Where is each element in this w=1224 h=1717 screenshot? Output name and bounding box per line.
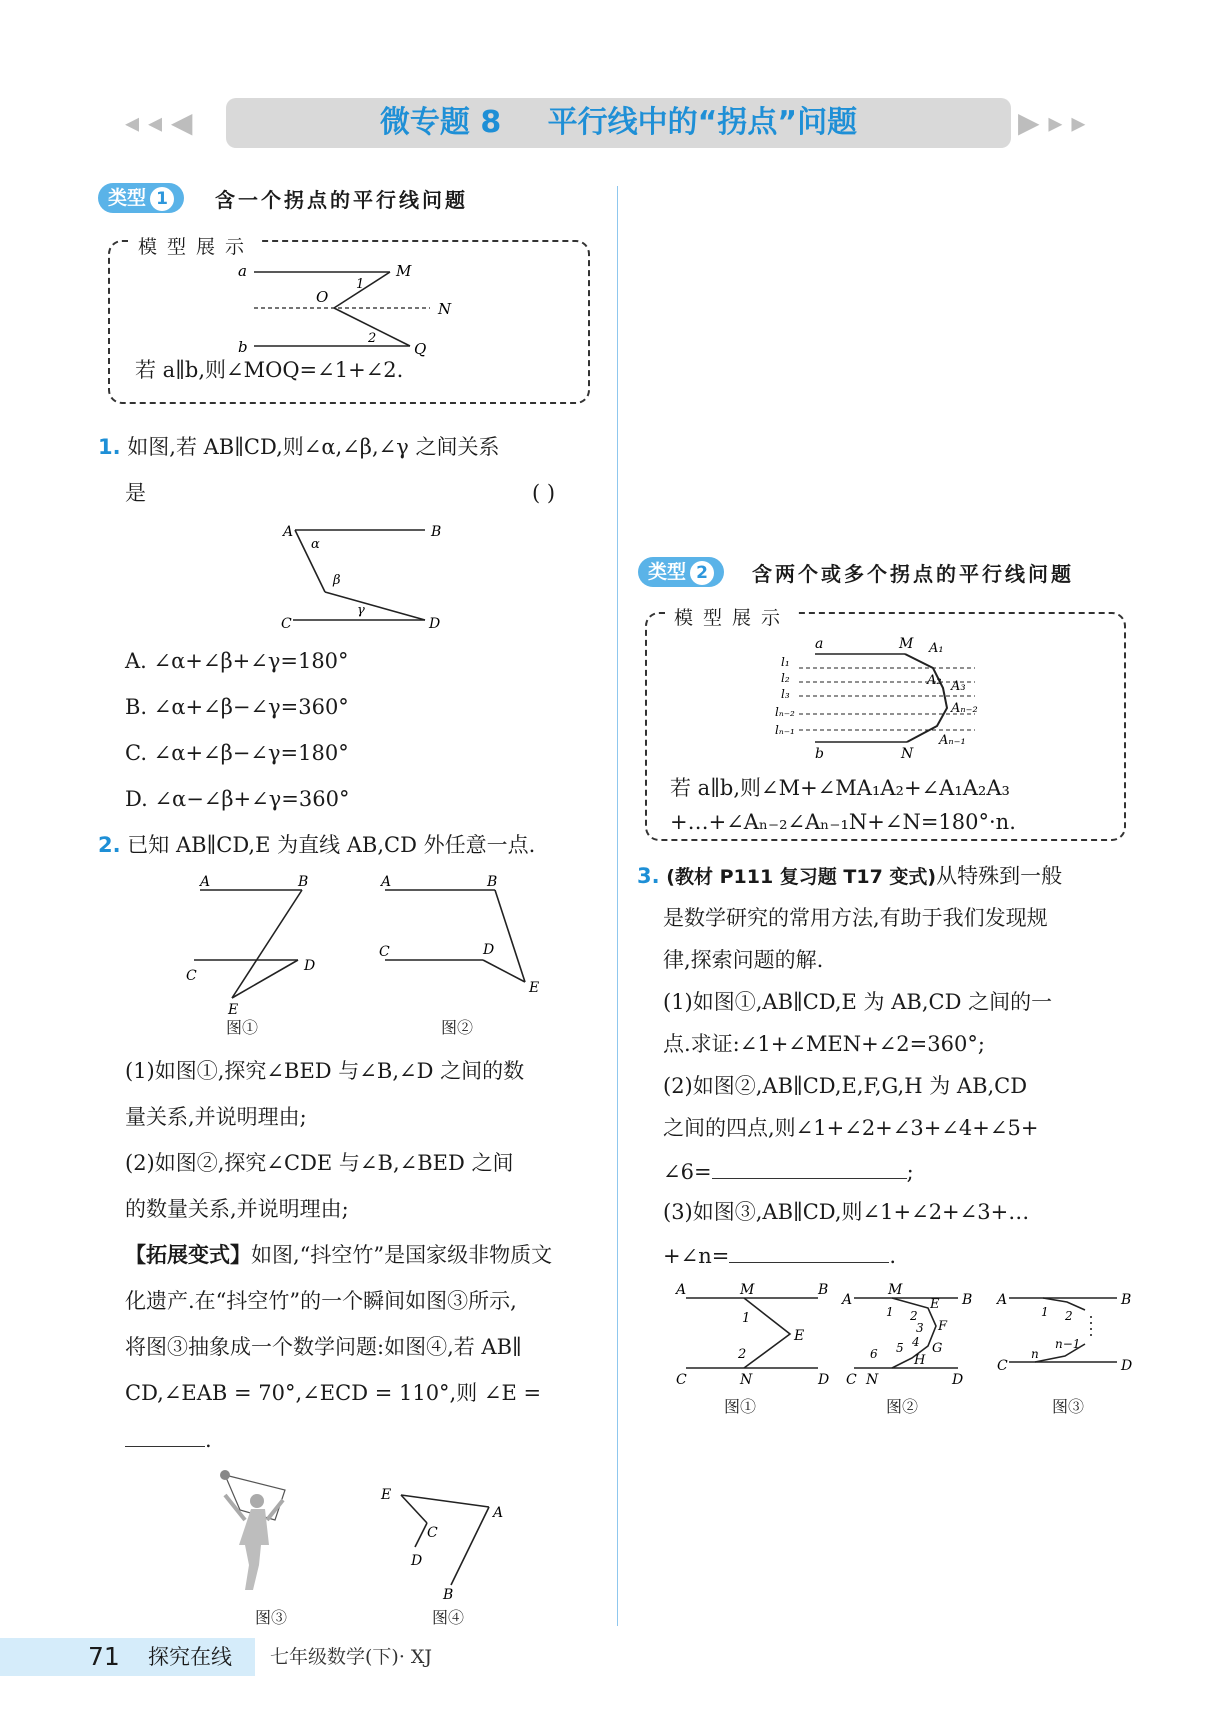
q3-part3-line2-text: +∠n= — [663, 1244, 730, 1268]
q2-ext-tag: 【拓展变式】 — [125, 1243, 251, 1267]
t2-label-A1: A₁ — [929, 641, 944, 656]
footer-section: 探究在线 — [148, 1645, 232, 1669]
q3f2-label-M: M — [888, 1282, 903, 1298]
q3f1-label-C: C — [676, 1372, 687, 1388]
q3f2-label-3: 3 — [916, 1321, 924, 1335]
q3f3-label-2: 2 — [1065, 1309, 1073, 1323]
q3-part2-line3-text: ∠6= — [663, 1160, 712, 1184]
q3f1-label-B: B — [818, 1282, 829, 1298]
q3-part2-line3 — [663, 1150, 914, 1192]
q2-ext-line3: 将图③抽象成一个数学问题:如图④,若 AB∥ — [125, 1335, 522, 1359]
q3-part1-line1: (1)如图①,AB∥CD,E 为 AB,CD 之间的一 — [663, 990, 1053, 1014]
t2-label-An1: Aₙ₋₁ — [939, 733, 966, 748]
t2-label-b: b — [815, 746, 824, 762]
q2-part2-line1: (2)如图②,探究∠CDE 与∠B,∠BED 之间 — [125, 1151, 514, 1175]
q2-number: 2. — [98, 833, 121, 857]
label-Q: Q — [414, 340, 427, 358]
q3f2-label-A: A — [842, 1292, 853, 1308]
q2-figure4 — [375, 1485, 515, 1600]
footer-book-title: 七年级数学(下)· XJ — [270, 1646, 433, 1668]
type1-model-label: 模型展示 — [132, 232, 260, 259]
q1-stem-line2: 是 — [125, 481, 146, 505]
q1-option-c[interactable]: C. ∠α+∠β−∠γ=180° — [125, 741, 349, 765]
q2-ext-line5 — [125, 1416, 212, 1463]
q3f3-label-D: D — [1121, 1358, 1133, 1374]
q1-label-C: C — [281, 616, 292, 630]
q2f2-label-D: D — [483, 942, 495, 958]
q1-stem-text: 如图,若 AB∥CD,则∠α,∠β,∠γ 之间关系 — [127, 435, 500, 459]
q1-label-beta: β — [333, 573, 341, 588]
q3f1-label-2: 2 — [738, 1347, 747, 1362]
q2f4-label-D: D — [411, 1553, 423, 1569]
q3-figure2 — [840, 1280, 980, 1390]
t2-label-l2: l₂ — [781, 671, 790, 685]
q3-part3-answer-blank[interactable] — [729, 1234, 889, 1263]
q2f2-label-A: A — [381, 874, 392, 890]
q2-stem — [98, 822, 535, 868]
q2-stem-text: 已知 AB∥CD,E 为直线 AB,CD 外任意一点. — [127, 833, 536, 857]
q2-ext-line1 — [125, 1232, 552, 1278]
q3f2-label-6: 6 — [870, 1347, 878, 1361]
q2f4-label-A: A — [493, 1505, 504, 1521]
q2-part1-line1: (1)如图①,探究∠BED 与∠B,∠D 之间的数 — [125, 1059, 525, 1083]
label-O: O — [316, 288, 329, 306]
q3-stem-line1-text: 从特殊到一般 — [936, 864, 1063, 888]
q3-part3-line1: (3)如图③,AB∥CD,则∠1+∠2+∠3+… — [663, 1200, 1030, 1224]
q3f3-label-B: B — [1121, 1292, 1132, 1308]
page-number: 71 — [88, 1642, 120, 1671]
q3f2-label-E: E — [930, 1297, 940, 1312]
q3-fig3-caption: 图③ — [1052, 1397, 1085, 1416]
q3-fig1-caption: 图① — [724, 1397, 757, 1416]
q3-stem-line1 — [637, 856, 1062, 897]
type1-model-figure — [220, 258, 480, 358]
type2-badge-number: 2 — [690, 561, 714, 585]
type2-badge — [638, 557, 724, 587]
t2-label-A3: A₃ — [951, 679, 966, 694]
q3-part1-line2: 点.求证:∠1+∠MEN+∠2=360°; — [663, 1032, 985, 1056]
q3-part2-line2: 之间的四点,则∠1+∠2+∠3+∠4+∠5+ — [663, 1116, 1039, 1140]
t2-label-N: N — [901, 746, 914, 762]
q3f1-label-A: A — [676, 1282, 687, 1298]
q1-stem-line1 — [98, 424, 499, 470]
q2-fig2-caption: 图② — [441, 1018, 474, 1037]
q2-fig3-caption: 图③ — [255, 1608, 288, 1627]
column-divider — [617, 186, 618, 1626]
type2-model-figure — [775, 630, 1005, 765]
q3f3-label-1: 1 — [1041, 1305, 1049, 1319]
q1-option-d[interactable]: D. ∠α−∠β+∠γ=360° — [125, 787, 350, 811]
q3f2-label-G: G — [932, 1341, 943, 1356]
right-arrows-icon: ▶ ▸ ▸ — [1018, 106, 1086, 139]
label-a: a — [238, 262, 247, 280]
q2-part1-line2: 量关系,并说明理由; — [125, 1105, 307, 1129]
q3f2-label-N: N — [866, 1372, 879, 1388]
q2-fig4-caption: 图④ — [432, 1608, 465, 1627]
q3-figure1 — [668, 1280, 838, 1390]
q2-figure1 — [180, 872, 330, 1022]
q2f4-label-B: B — [443, 1587, 454, 1600]
q1-label-B: B — [431, 524, 442, 540]
q3f2-label-H: H — [914, 1353, 926, 1368]
q3f3-label-n1: n−1 — [1055, 1337, 1081, 1351]
label-angle1: 1 — [356, 277, 365, 292]
q3f2-label-D: D — [952, 1372, 964, 1388]
q3-part2-semicolon: ; — [906, 1160, 914, 1184]
q2-fig1-caption: 图① — [226, 1018, 259, 1037]
q3f1-label-E: E — [794, 1328, 805, 1344]
q1-option-a[interactable]: A. ∠α+∠β+∠γ=180° — [125, 649, 349, 673]
q3f2-label-2: 2 — [910, 1309, 918, 1323]
q3f3-label-A: A — [997, 1292, 1008, 1308]
type2-caption-line1: 若 a∥b,则∠M+∠MA₁A₂+∠A₁A₂A₃ — [670, 776, 1010, 800]
q3f2-label-4: 4 — [912, 1335, 920, 1349]
type2-caption-line2: +…+∠Aₙ₋₂∠Aₙ₋₁N+∠N=180°·n. — [670, 810, 1016, 834]
q2-part2-line2: 的数量关系,并说明理由; — [125, 1197, 349, 1221]
type1-badge-number: 1 — [150, 187, 174, 211]
q3f3-label-n: n — [1031, 1347, 1039, 1361]
t2-label-M: M — [899, 636, 914, 652]
q2-ext-line4: CD,∠EAB = 70°,∠ECD = 110°,则 ∠E = — [125, 1381, 542, 1405]
left-arrows-icon: ◂ ◂ ◀ — [125, 106, 193, 139]
t2-label-l3: l₃ — [781, 687, 790, 701]
type1-model-caption: 若 a∥b,则∠MOQ=∠1+∠2. — [135, 358, 404, 382]
q3f1-label-1: 1 — [742, 1311, 751, 1326]
q3f2-label-5: 5 — [896, 1341, 904, 1355]
q2f1-label-A: A — [200, 874, 211, 890]
q3f2-label-B: B — [962, 1292, 973, 1308]
title-topic-name: 平行线中的“拐点”问题 — [547, 105, 858, 140]
t2-label-A2: A₂ — [927, 673, 942, 688]
t2-label-ln2: lₙ₋₂ — [775, 705, 795, 719]
q3f1-label-M: M — [740, 1282, 755, 1298]
q3-source: (教材 P111 复习题 T17 变式) — [666, 866, 937, 888]
type1-badge-label: 类型 — [108, 187, 147, 209]
q1-option-b[interactable]: B. ∠α+∠β−∠γ=360° — [125, 695, 349, 719]
q2f2-label-B: B — [487, 874, 498, 890]
type2-model-label: 模型展示 — [668, 603, 796, 630]
q1-label-alpha: α — [311, 537, 320, 552]
q2-figure2 — [375, 872, 545, 1012]
t2-label-a: a — [815, 636, 824, 652]
q3f3-label-C: C — [997, 1358, 1008, 1374]
q3-part2-answer-blank[interactable] — [712, 1150, 907, 1179]
q2-ext-answer-blank[interactable] — [125, 1416, 205, 1447]
q1-figure — [275, 520, 455, 630]
q3f2-label-F: F — [938, 1319, 948, 1334]
page-title — [226, 98, 1011, 148]
q2f2-label-E: E — [529, 980, 540, 996]
t2-label-ln1: lₙ₋₁ — [775, 723, 795, 737]
q1-answer-paren: ( ) — [532, 481, 556, 505]
q3-figure3 — [995, 1280, 1140, 1390]
q2f2-label-C: C — [379, 944, 390, 960]
q3-stem-line3: 律,探索问题的解. — [663, 948, 824, 972]
diabolo-player-icon — [205, 1465, 315, 1595]
title-topic-number: 微专题 8 — [379, 105, 502, 140]
q3f1-label-N: N — [740, 1372, 753, 1388]
type2-badge-label: 类型 — [648, 561, 687, 583]
q2f1-label-B: B — [298, 874, 309, 890]
q1-label-gamma: γ — [357, 603, 365, 618]
q3f1-label-D: D — [818, 1372, 830, 1388]
q3-part2-line1: (2)如图②,AB∥CD,E,F,G,H 为 AB,CD — [663, 1074, 1028, 1098]
t2-label-An2: Aₙ₋₂ — [951, 701, 978, 716]
q3f2-label-1: 1 — [886, 1305, 894, 1319]
q3-stem-line2: 是数学研究的常用方法,有助于我们发现规 — [663, 906, 1048, 930]
type1-badge — [98, 183, 184, 213]
q3f2-label-C: C — [846, 1372, 857, 1388]
q3-part3-period: . — [889, 1244, 896, 1268]
label-M: M — [396, 262, 412, 280]
q2f1-label-C: C — [186, 968, 197, 984]
type1-title: 含一个拐点的平行线问题 — [215, 188, 468, 212]
q2f1-label-E: E — [228, 1002, 239, 1018]
label-N: N — [438, 300, 452, 318]
q3-part3-line2 — [663, 1234, 896, 1276]
q2f4-label-E: E — [381, 1487, 392, 1503]
label-b: b — [238, 338, 248, 356]
label-angle2: 2 — [368, 331, 377, 346]
q1-label-D: D — [429, 616, 441, 630]
q2f1-label-D: D — [304, 958, 316, 974]
q3-number: 3. — [637, 864, 660, 888]
q2f4-label-C: C — [427, 1525, 438, 1541]
q1-label-A: A — [283, 524, 294, 540]
type2-title: 含两个或多个拐点的平行线问题 — [752, 562, 1074, 586]
q2-ext-period: . — [205, 1428, 212, 1452]
q2-ext-line2: 化遗产.在“抖空竹”的一个瞬间如图③所示, — [125, 1289, 517, 1313]
t2-label-l1: l₁ — [781, 655, 790, 669]
q1-number: 1. — [98, 435, 121, 459]
q2-ext-line1-text: 如图,“抖空竹”是国家级非物质文 — [251, 1243, 553, 1267]
q3-fig2-caption: 图② — [886, 1397, 919, 1416]
